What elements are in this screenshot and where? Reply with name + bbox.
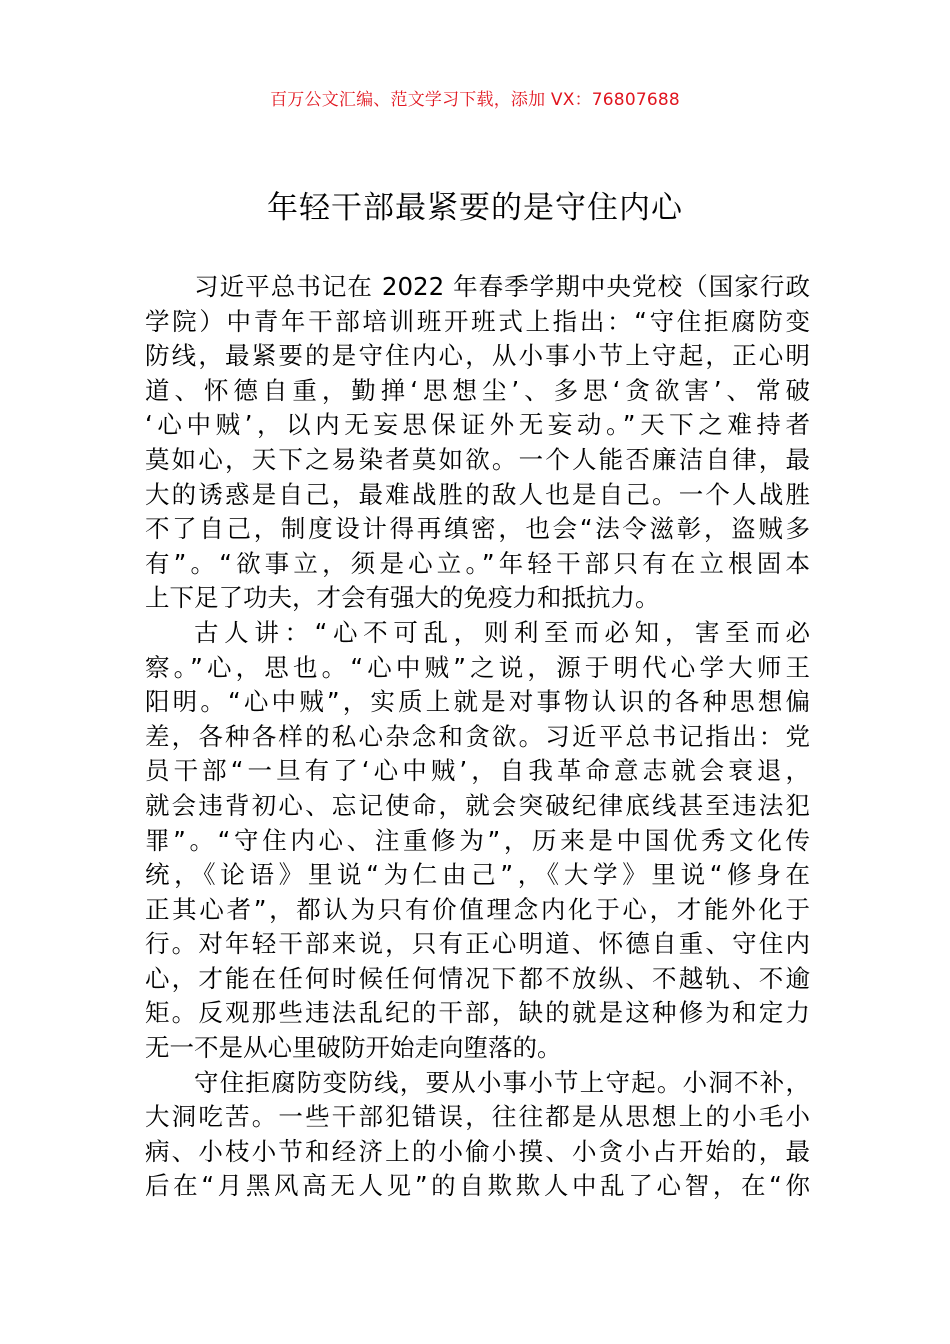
document-title: 年轻干部最紧要的是守住内心 <box>267 190 683 226</box>
text-line: 无一不是从心里破防开始走向堕落的。 <box>145 1033 562 1063</box>
promo-header: 百万公文汇编、范文学习下载，添加 VX：76807688 <box>270 90 680 110</box>
text-line: 罪”。“守住内心、注重修为”，历来是中国优秀文化传 <box>145 825 810 855</box>
text-line: 心，才能在任何时候任何情况下都不放纵、不越轨、不逾 <box>145 963 810 993</box>
text-line: 差，各种各样的私心杂念和贪欲。习近平总书记指出：党 <box>145 721 810 751</box>
text-line: 道、怀德自重，勤掸‘思想尘’、多思‘贪欲害’、常破 <box>145 375 810 405</box>
text-line: 统，《论语》里说“为仁由己”，《大学》里说“修身在 <box>145 860 810 890</box>
text-line: 行。对年轻干部来说，只有正心明道、怀德自重、守住内 <box>145 929 810 959</box>
text-line: 矩。反观那些违法乱纪的干部，缺的就是这种修为和定力 <box>145 998 810 1028</box>
text-line: 守住拒腐防变防线，要从小事小节上守起。小洞不补， <box>194 1067 810 1097</box>
text-line: 就会违背初心、忘记使命，就会突破纪律底线甚至违法犯 <box>145 790 810 820</box>
text-line: 古人讲：“心不可乱，则利至而必知，害至而必 <box>194 617 810 647</box>
text-line: 后在“月黑风高无人见”的自欺欺人中乱了心智，在“你 <box>145 1171 810 1201</box>
text-line: 学院）中青年干部培训班开班式上指出：“守住拒腐防变 <box>145 306 810 336</box>
text-line: 莫如心，天下之易染者莫如欲。一个人能否廉洁自律，最 <box>145 444 810 474</box>
text-line: 员干部“一旦有了‘心中贼’，自我革命意志就会衰退， <box>145 756 810 786</box>
text-line: 有”。“欲事立，须是心立。”年轻干部只有在立根固本 <box>145 548 810 578</box>
document-body <box>145 270 810 1204</box>
text-line: 习近平总书记在 2022 年春季学期中央党校（国家行政 <box>194 272 810 301</box>
text-line: ‘心中贼’，以内无妄思保证外无妄动。”天下之难持者 <box>145 410 810 440</box>
text-line: 不了自己，制度设计得再缜密，也会“法令滋彰，盗贼多 <box>145 514 810 544</box>
text-line: 上下足了功夫，才会有强大的免疫力和抵抗力。 <box>145 583 660 613</box>
text-line: 正其心者”，都认为只有价值理念内化于心，才能外化于 <box>145 894 810 924</box>
text-line: 大的诱惑是自己，最难战胜的敌人也是自己。一个人战胜 <box>145 479 810 509</box>
text-line: 大洞吃苦。一些干部犯错误，往往都是从思想上的小毛小 <box>145 1102 810 1132</box>
text-line: 阳明。“心中贼”，实质上就是对事物认识的各种思想偏 <box>145 687 810 717</box>
text-line: 察。”心，思也。“心中贼”之说，源于明代心学大师王 <box>145 652 810 682</box>
text-line: 病、小枝小节和经济上的小偷小摸、小贪小占开始的，最 <box>145 1136 810 1166</box>
text-line: 防线，最紧要的是守住内心，从小事小节上守起，正心明 <box>145 341 810 371</box>
